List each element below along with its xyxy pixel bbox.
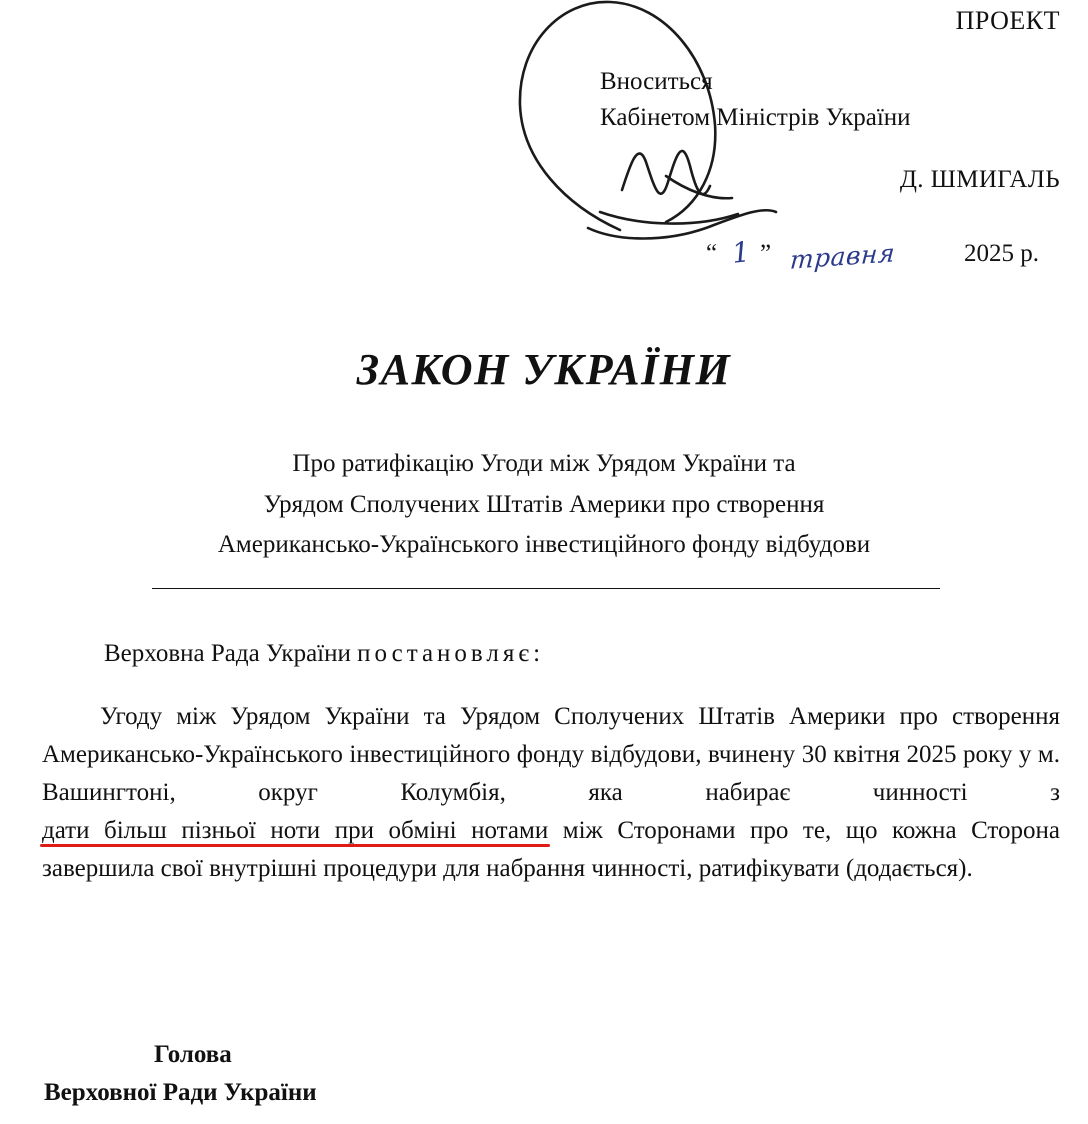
submitted-by-block bbox=[600, 64, 911, 136]
date-month-handwritten: травня bbox=[789, 238, 897, 275]
project-stamp: ПРОЕКТ bbox=[955, 6, 1060, 35]
subtitle-line-3: Американсько-Українського інвестиційного фонду відбудови bbox=[217, 531, 871, 558]
footer-line-2: Верховної Ради України bbox=[44, 1078, 317, 1106]
date-day-handwritten: 1 bbox=[730, 235, 752, 270]
body-lead-spaced-word: постановляє bbox=[357, 640, 534, 667]
subtitle-line-2: Урядом Сполучених Штатів Америки про створення bbox=[263, 490, 825, 518]
body-lead-suffix: : bbox=[533, 640, 541, 667]
body-lead-prefix: Верховна Рада України bbox=[104, 640, 358, 667]
submitted-line-1: Вноситься bbox=[600, 68, 713, 95]
footer-line-1: Голова bbox=[154, 1041, 232, 1068]
horizontal-divider bbox=[152, 588, 940, 589]
date-open-quote: “ bbox=[706, 240, 718, 267]
signer-name: Д. ШМИГАЛЬ bbox=[899, 166, 1060, 193]
date-close-quote: ” bbox=[760, 240, 772, 267]
body-paragraph bbox=[42, 698, 1060, 888]
document-subtitle bbox=[0, 444, 1088, 566]
paragraph-part-1: Угоду між Урядом України та Урядом Сполучених Штатів Америки про створення Американсько-Українського інвестиційного фонду відбудови, вчинену 30 квітня 2025 року у м. Вашингтоні, округ Колумбія, яка набирає чинності з bbox=[42, 703, 1060, 806]
paragraph-part-2: між Сторонами про те, що кожна Сторона завершила свої внутрішні процедури для набрання чинності, ратифікувати (додається). bbox=[42, 817, 1060, 882]
subtitle-line-1: Про ратифікацію Угоди між Урядом України та bbox=[292, 450, 796, 477]
date-line bbox=[706, 235, 1066, 286]
submitted-line-2: Кабінетом Міністрів України bbox=[600, 104, 911, 131]
footer-signature-block bbox=[44, 1036, 317, 1111]
body-lead-line bbox=[104, 640, 540, 668]
date-year: 2025 р. bbox=[964, 240, 1039, 267]
page-title: ЗАКОН УКРАЇНИ bbox=[356, 345, 732, 394]
paragraph-red-underlined-phrase: дати більш пізньої ноти при обміні нотами bbox=[42, 817, 549, 844]
